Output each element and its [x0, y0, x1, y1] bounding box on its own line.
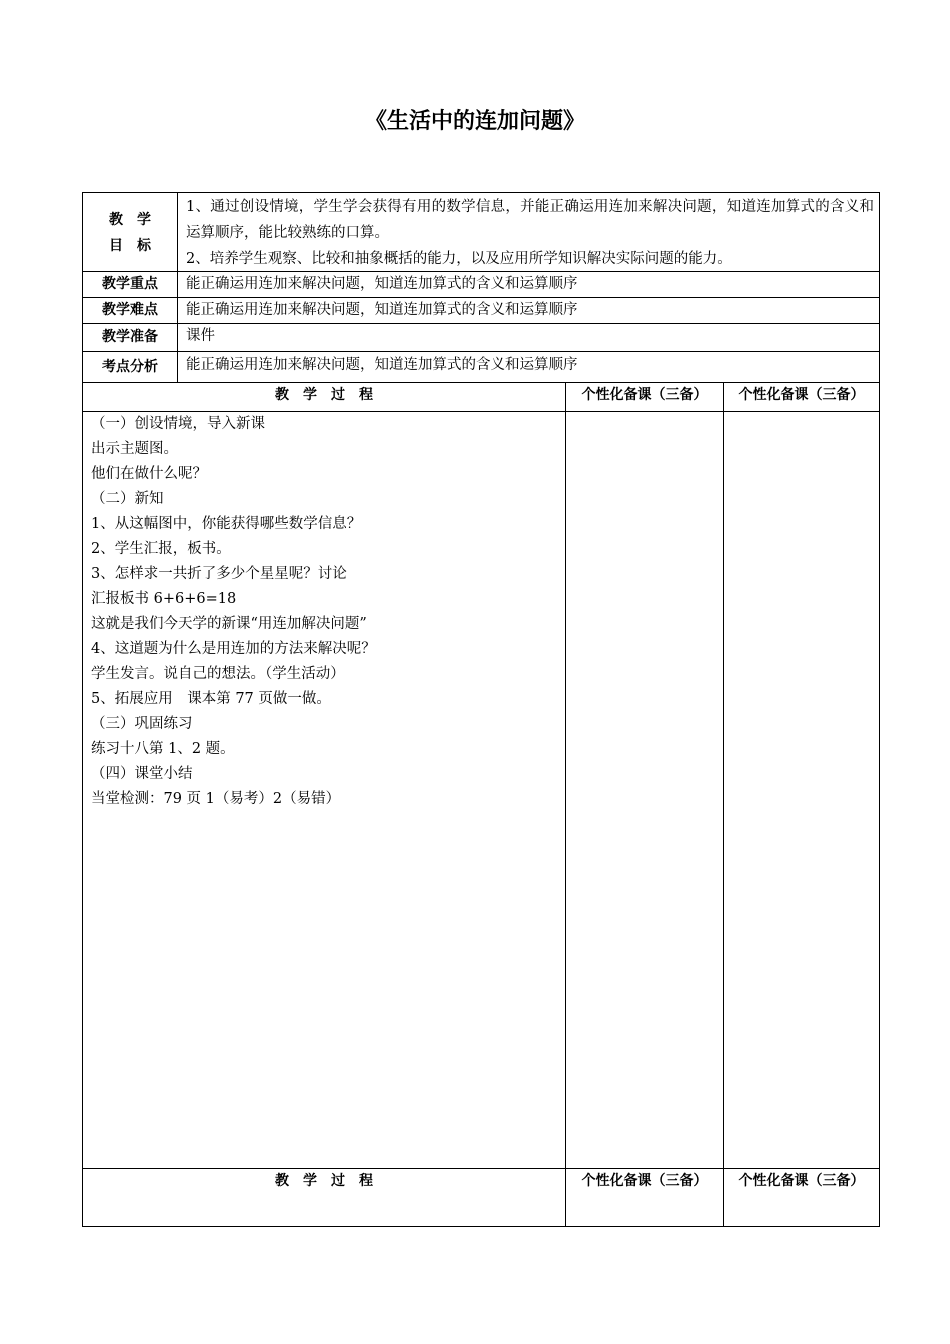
- row-divider: [83, 351, 879, 352]
- process-header: 教 学 过 程: [275, 387, 373, 403]
- process-line: 学生发言。说自己的想法。（学生活动）: [91, 666, 345, 682]
- process-line: 1、从这幅图中，你能获得哪些数学信息？: [91, 516, 362, 532]
- process-line: 练习十八第 1、2 题。: [91, 741, 235, 757]
- preparation-value: 课件: [186, 328, 215, 344]
- column-divider: [723, 382, 724, 1226]
- process-line: 3、怎样求一共折了多少个星星呢？讨论: [91, 566, 347, 582]
- objectives-text: [186, 194, 874, 272]
- difficulties-label: 教学难点: [102, 302, 158, 318]
- objectives-label: [83, 207, 177, 259]
- column-divider: [565, 382, 566, 1226]
- key-points-value: 能正确运用连加来解决问题，知道连加算式的含义和运算顺序: [186, 276, 578, 292]
- personal-prep-header-repeat: 个性化备课（三备）: [738, 1173, 865, 1189]
- column-divider: [177, 193, 178, 382]
- page-title: 《生活中的连加问题》: [364, 109, 585, 134]
- process-line: （二）新知: [91, 491, 164, 507]
- objectives-label-line: 教 学: [109, 212, 151, 228]
- lesson-plan-table: [82, 192, 880, 1227]
- process-line: （一）创设情境，导入新课: [91, 416, 265, 432]
- personal-prep-header: 个性化备课（三备）: [738, 387, 865, 403]
- process-line: 2、学生汇报，板书。: [91, 541, 231, 557]
- process-line: 汇报板书 6+6+6=18: [91, 591, 237, 607]
- process-line: 4、这道题为什么是用连加的方法来解决呢？: [91, 641, 376, 657]
- objectives-label-line: 目 标: [109, 238, 151, 254]
- key-points-label: 教学重点: [102, 276, 158, 292]
- exam-analysis-label: 考点分析: [102, 359, 158, 375]
- exam-analysis-value: 能正确运用连加来解决问题，知道连加算式的含义和运算顺序: [186, 357, 578, 373]
- process-line: 当堂检测：79 页 1（易考）2（易错）: [91, 791, 341, 807]
- objective-line: 2、培养学生观察、比较和抽象概括的能力，以及应用所学知识解决实际问题的能力。: [186, 251, 732, 267]
- process-header-repeat: 教 学 过 程: [275, 1173, 373, 1189]
- process-content: [91, 412, 561, 812]
- process-line: 出示主题图。: [91, 441, 178, 457]
- process-line: （四）课堂小结: [91, 766, 193, 782]
- personal-prep-header: 个性化备课（三备）: [581, 387, 708, 403]
- preparation-label: 教学准备: [102, 329, 158, 345]
- process-line: 他们在做什么呢？: [91, 466, 207, 482]
- difficulties-value: 能正确运用连加来解决问题，知道连加算式的含义和运算顺序: [186, 302, 578, 318]
- process-line: 这就是我们今天学的新课“用连加解决问题”: [91, 616, 367, 632]
- process-line: 5、拓展应用 课本第 77 页做一做。: [91, 691, 331, 707]
- process-line: （三）巩固练习: [91, 716, 193, 732]
- personal-prep-header-repeat: 个性化备课（三备）: [581, 1173, 708, 1189]
- objective-line: 1、通过创设情境，学生学会获得有用的数学信息，并能正确运用连加来解决问题，知道连加算式的含义和运算顺序，能比较熟练的口算。: [186, 199, 874, 241]
